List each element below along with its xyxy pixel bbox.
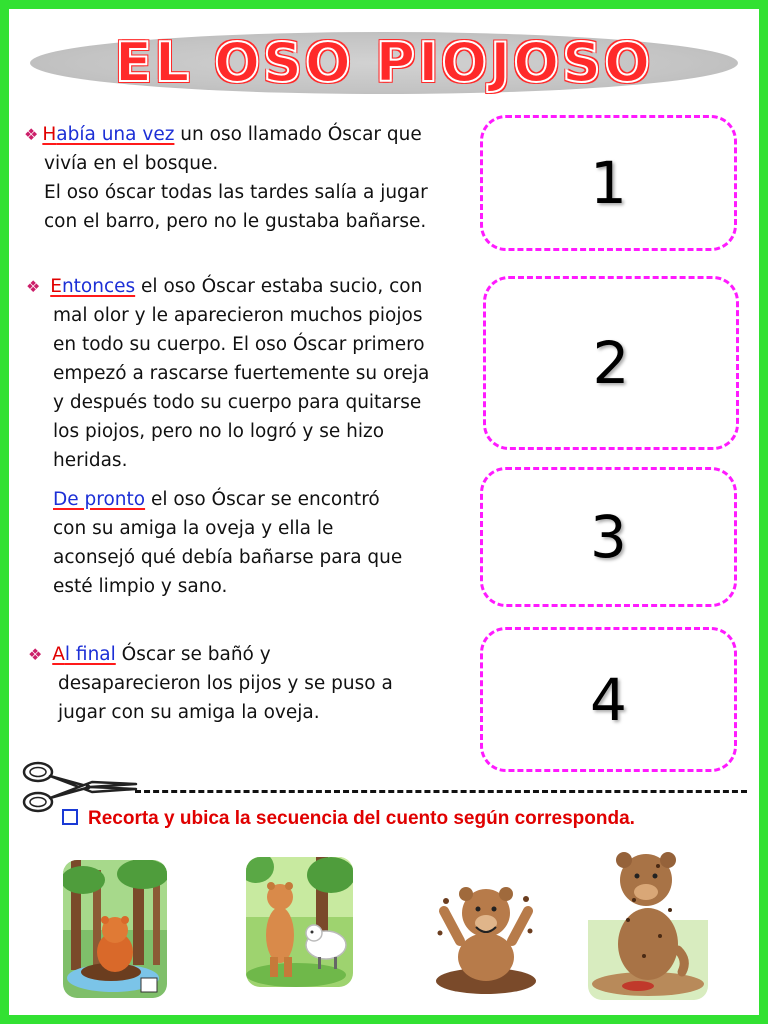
cut-line [135, 790, 747, 793]
instruction-text: Recorta y ubica la secuencia del cuento según corresponda. [62, 808, 635, 830]
story-paragraph-3: De pronto el oso Óscar se encontró con su amiga la oveja y ella le aconsejó qué debía bañarse para que esté limpio y sano. [53, 489, 403, 597]
story-picture-meets-sheep[interactable] [246, 857, 353, 987]
connector-text: Entonces [50, 276, 136, 297]
connector-text: Había una vez [42, 124, 175, 145]
sequence-box-1[interactable]: 1 [480, 115, 737, 251]
sequence-box-3[interactable]: 3 [480, 467, 737, 607]
connector-text: De pronto [53, 489, 146, 510]
story-paragraph-2: ❖ Entonces el oso Óscar estaba sucio, con mal olor y le aparecieron muchos piojos en todo su cuerpo. El oso Óscar primero empezó a rascarse fuertemente su oreja y después todo su cuerpo para quitarse los piojos, pero no lo logró y se hizo heridas. [26, 276, 430, 471]
story-paragraph-1: ❖ Había una vez un oso llamado Óscar que vivía en el bosque. El oso óscar todas las tardes salía a jugar con el barro, pero no le gustaba bañarse. [24, 124, 428, 232]
story-paragraph-4: ❖ Al final Óscar se bañó y desaparecieron los pijos y se puso a jugar con su amiga la oveja. [28, 644, 393, 723]
bullet-diamond-icon: ❖ [24, 125, 39, 144]
bullet-diamond-icon: ❖ [28, 645, 43, 664]
bullet-diamond-icon: ❖ [26, 277, 41, 296]
sequence-box-2[interactable]: 2 [483, 276, 739, 450]
story-picture-happy-bath[interactable] [432, 861, 540, 999]
connector-text: Al final [52, 644, 116, 665]
story-picture-mud-play[interactable] [63, 860, 167, 998]
story-picture-dirty-bear[interactable] [588, 840, 708, 1000]
checkbox-icon [62, 809, 78, 825]
page-title: EL OSO PIOJOSO [115, 31, 653, 94]
sequence-box-4[interactable]: 4 [480, 627, 737, 772]
